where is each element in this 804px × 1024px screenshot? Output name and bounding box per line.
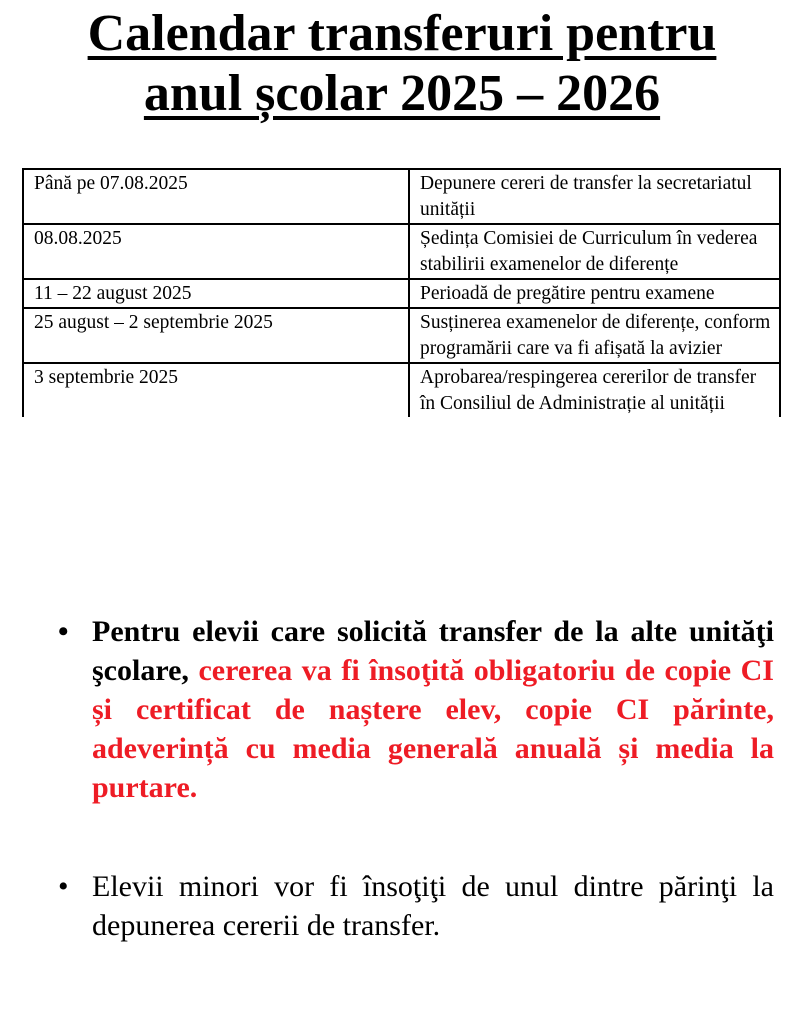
note-text: Elevii minori vor fi însoţiţi de unul dintre părinţi la depunerea cererii de transfer. — [92, 870, 774, 942]
table-row — [23, 224, 780, 279]
date-cell: Până pe 07.08.2025 — [23, 169, 409, 224]
page-title — [0, 4, 804, 124]
title-line-2: anul școlar 2025 – 2026 — [143, 65, 661, 122]
bullet-icon: • — [58, 615, 69, 648]
activity-cell: Aprobarea/respingerea cererilor de transfer în Consiliul de Administrație al unității — [409, 363, 780, 417]
activity-cell: Susținerea examenelor de diferențe, conform programării care va fi afișată la avizier — [409, 308, 780, 363]
date-cell: 08.08.2025 — [23, 224, 409, 279]
activity-cell: Ședința Comisiei de Curriculum în vederea stabilirii examenelor de diferențe — [409, 224, 780, 279]
title-line-1: Calendar transferuri pentru — [87, 5, 717, 62]
note-text-red: cererea va fi însoţită obligatoriu de copie CI și certificat de naștere elev, copie CI părinte, adeverință cu media generală anuală și media la purtare. — [92, 654, 774, 804]
activity-cell: Depunere cereri de transfer la secretariatul unității — [409, 169, 780, 224]
date-cell: 25 august – 2 septembrie 2025 — [23, 308, 409, 363]
notes-list — [58, 612, 774, 945]
date-cell: 3 septembrie 2025 — [23, 363, 409, 417]
table-row — [23, 308, 780, 363]
table-row — [23, 363, 780, 417]
activity-cell: Perioadă de pregătire pentru examene — [409, 279, 780, 308]
table-row — [23, 169, 780, 224]
table-row — [23, 279, 780, 308]
note-minor-accompanied — [58, 867, 774, 945]
transfer-schedule-table — [22, 168, 781, 417]
bullet-icon: • — [58, 870, 69, 903]
date-cell: 11 – 22 august 2025 — [23, 279, 409, 308]
note-text-black: Pentru elevii care solicită transfer de la alte unităţi şcolare, — [92, 615, 774, 687]
note-documents-required — [58, 612, 774, 807]
